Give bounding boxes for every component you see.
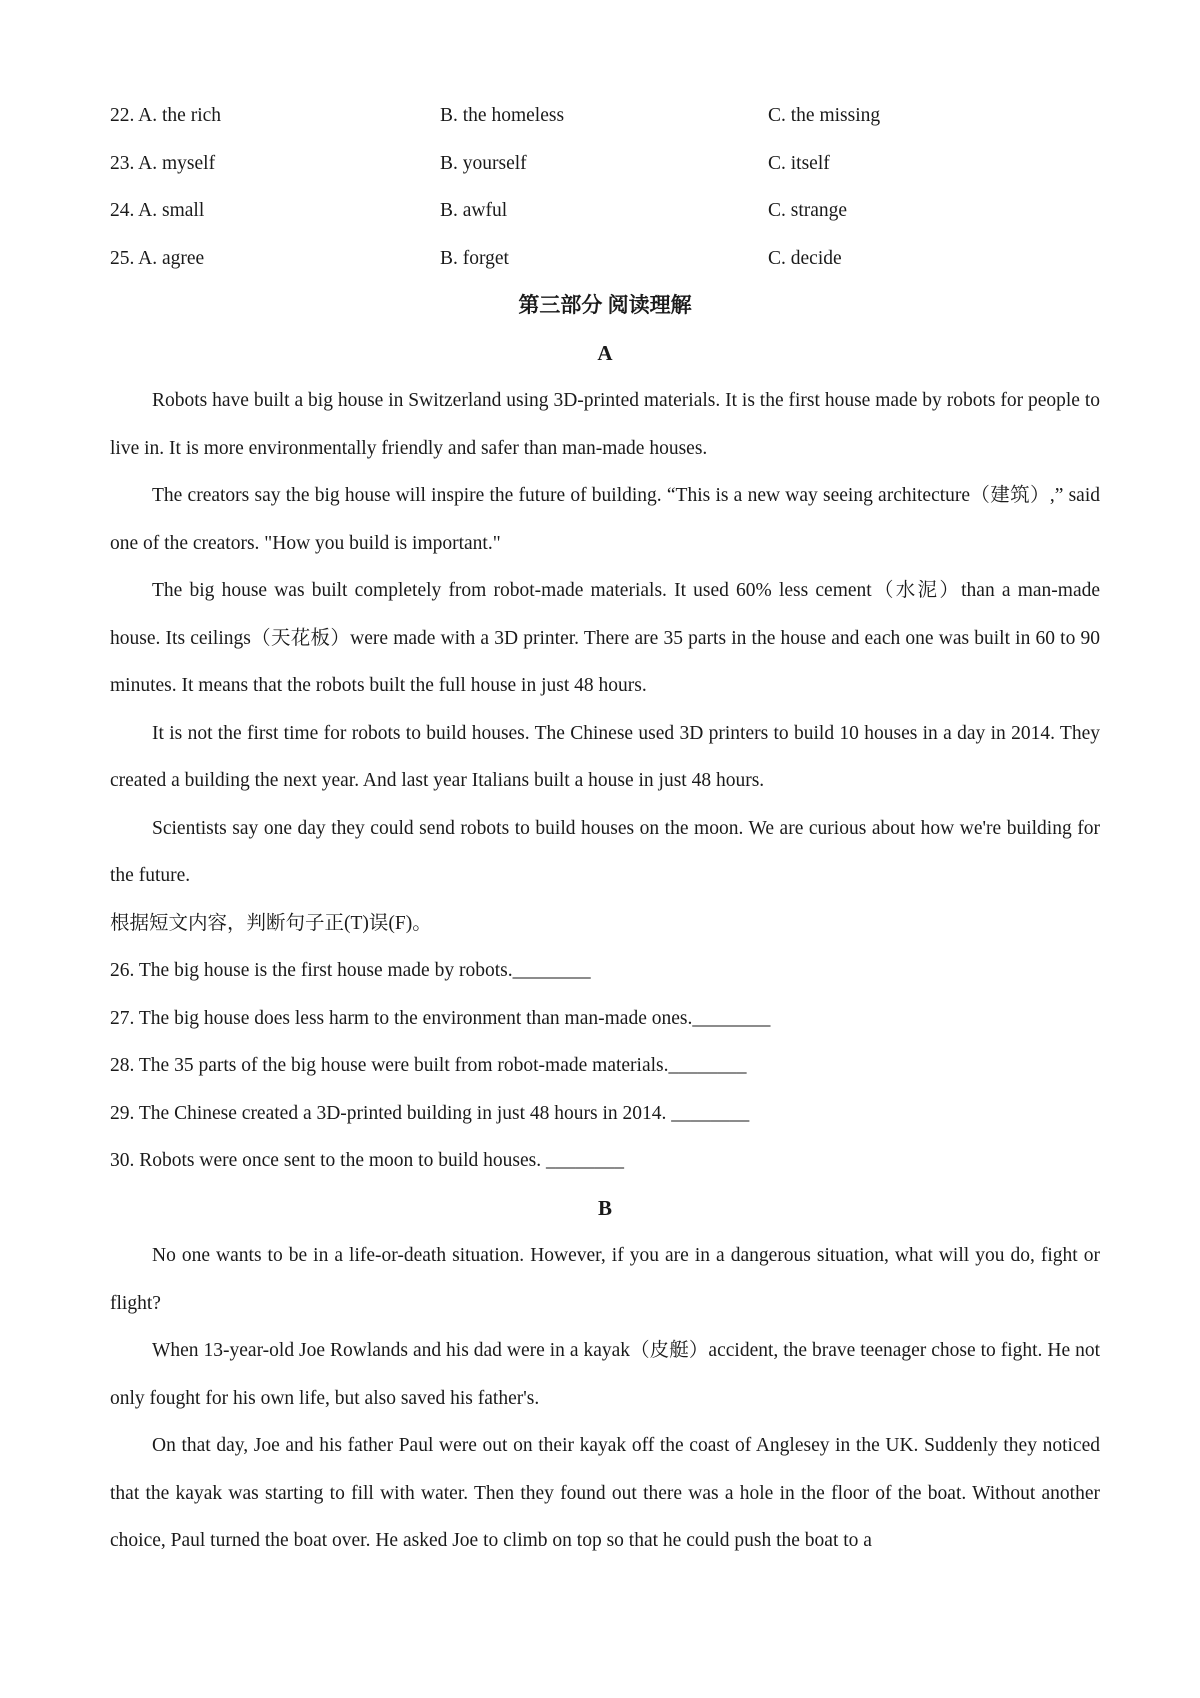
question-26: 26. The big house is the first house made by robots.________	[110, 960, 591, 981]
option-b: B. the homeless	[440, 105, 565, 126]
option-a: 24. A. small	[110, 200, 205, 221]
passage-a-paragraph: The creators say the big house will inspire the future of building. “This is a new way seeing architecture（建筑）,” said one of the creators. "How you build is important."	[110, 485, 1100, 554]
passage-a	[110, 330, 1100, 1185]
option-a: 22. A. the rich	[110, 105, 222, 126]
passage-a-paragraph: It is not the first time for robots to build houses. The Chinese used 3D printers to build 10 houses in a day in 2014. They created a building the next year. And last year Italians built a house in just 48 hours.	[110, 722, 1100, 791]
option-a: 25. A. agree	[110, 247, 205, 269]
passage-b	[110, 1185, 1100, 1565]
passage-b-paragraph: When 13-year-old Joe Rowlands and his dad were in a kayak（皮艇）accident, the brave teenager chose to fight. He not only fought for his own life, but also saved his father's.	[110, 1340, 1100, 1409]
instruction: 根据短文内容，判断句子正(T)误(F)。	[110, 912, 432, 934]
passage-b-paragraph: No one wants to be in a life-or-death situation. However, if you are in a dangerous situation, what will you do, fight or flight?	[110, 1245, 1100, 1314]
question-28: 28. The 35 parts of the big house were built from robot-made materials.________	[110, 1055, 747, 1076]
option-row-22	[110, 92, 1100, 140]
option-c: C. itself	[768, 152, 830, 174]
passage-a-paragraph: Robots have built a big house in Switzerland using 3D-printed materials. It is the first house made by robots for people to live in. It is more environmentally friendly and safer than man-made houses.	[110, 390, 1100, 459]
option-c: C. the missing	[768, 105, 881, 126]
document-page	[110, 92, 1100, 1565]
option-b: B. forget	[440, 247, 509, 269]
option-b: B. awful	[440, 200, 508, 221]
passage-b-paragraph: On that day, Joe and his father Paul were out on their kayak off the coast of Anglesey in the UK. Suddenly they noticed that the kayak was starting to fill with water. Then they found out there was a hole in the floor of the boat. Without another choice, Paul turned the boat over. He asked Joe to climb on top so that he could push the boat to a	[110, 1435, 1100, 1551]
passage-a-title: A	[597, 340, 613, 365]
question-27: 27. The big house does less harm to the environment than man-made ones.________	[110, 1007, 771, 1029]
option-b: B. yourself	[440, 152, 527, 174]
option-row-24	[110, 187, 1100, 235]
option-a: 23. A. myself	[110, 152, 216, 174]
option-row-25	[110, 235, 1100, 283]
passage-a-paragraph: Scientists say one day they could send robots to build houses on the moon. We are curious about how we're building for the future.	[110, 817, 1100, 886]
option-c: C. strange	[768, 200, 848, 221]
answer-options	[110, 92, 1100, 282]
question-30: 30. Robots were once sent to the moon to build houses. ________	[110, 1150, 624, 1171]
option-c: C. decide	[768, 247, 842, 269]
passage-a-paragraph: The big house was built completely from robot-made materials. It used 60% less cement（水泥）than a man-made house. Its ceilings（天花板）were made with a 3D printer. There are 35 parts in the house and each one was built in 60 to 90 minutes. It means that the robots built the full house in just 48 hours.	[110, 580, 1100, 696]
option-row-23	[110, 140, 1100, 188]
passage-b-title: B	[597, 1195, 612, 1220]
section-title: 第三部分 阅读理解	[518, 293, 692, 317]
question-29: 29. The Chinese created a 3D-printed building in just 48 hours in 2014. ________	[110, 1102, 750, 1124]
